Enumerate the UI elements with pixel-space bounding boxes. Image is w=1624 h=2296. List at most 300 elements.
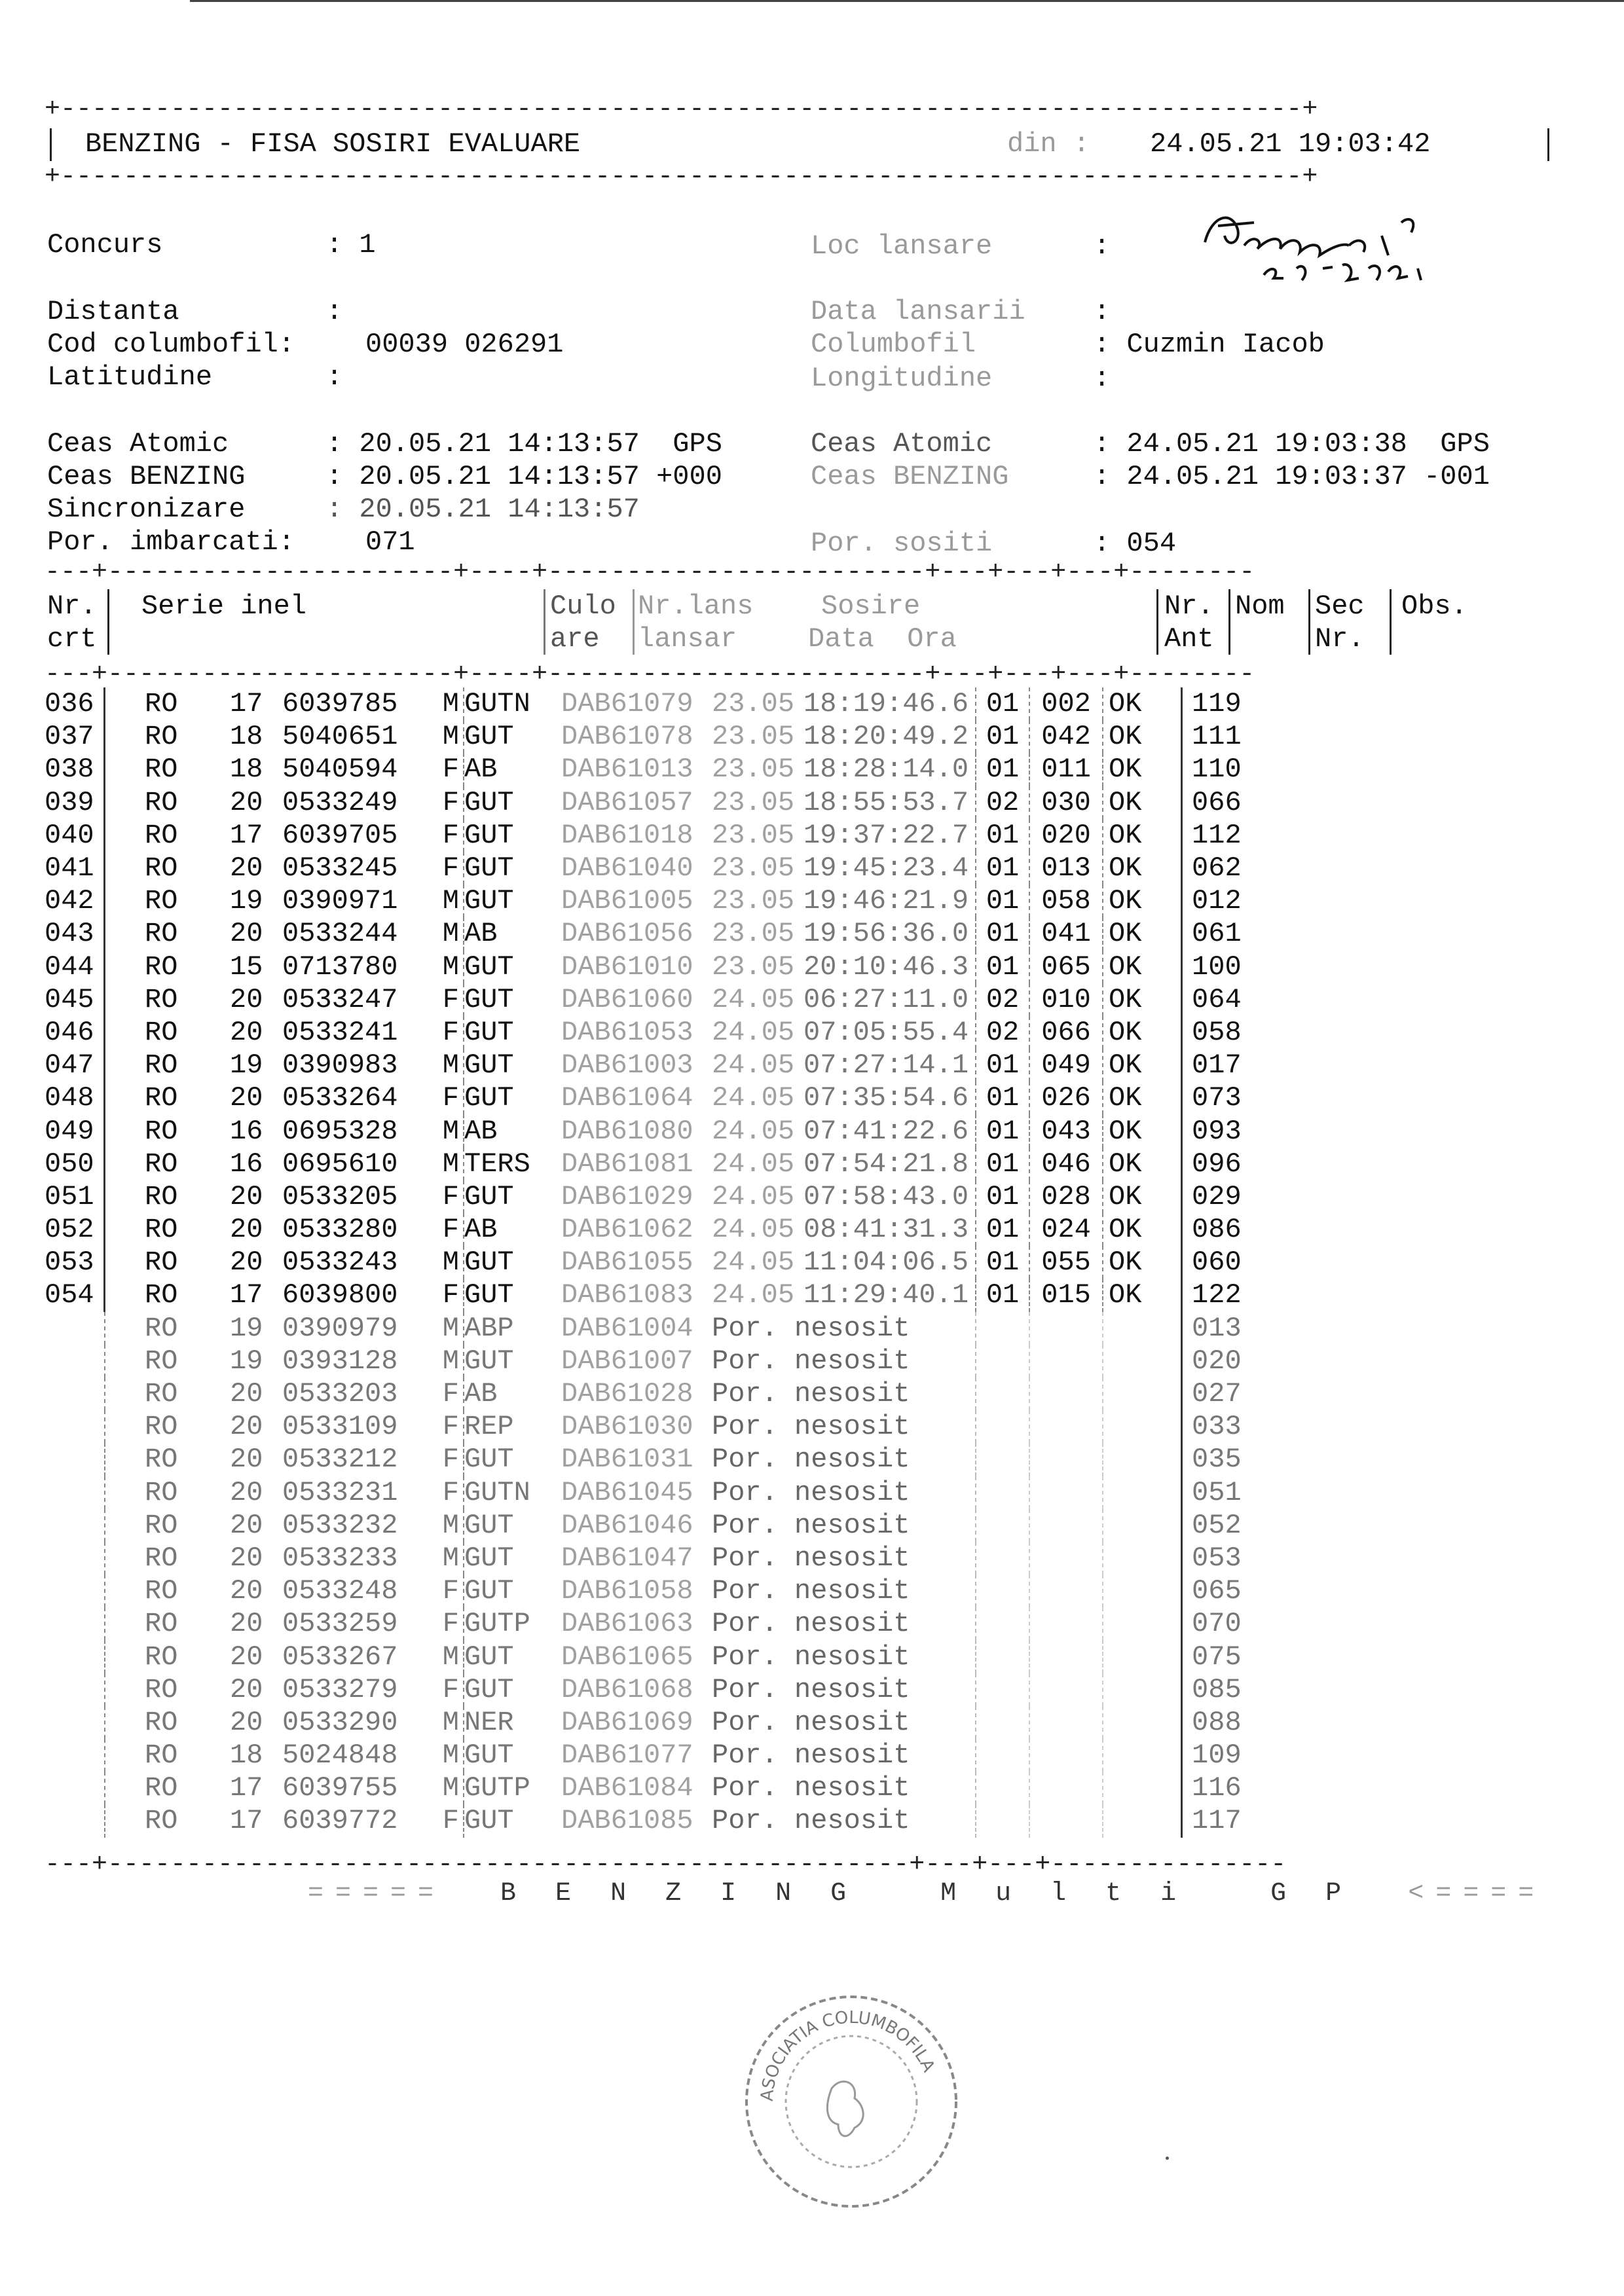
spacer [105,753,145,786]
country-code: RO [145,1740,178,1772]
launch-number: DAB61046 [561,1509,693,1541]
spacer [105,1509,145,1542]
row-number-empty [45,1377,105,1410]
spacer [105,1279,145,1311]
country-code: RO [145,1247,178,1279]
spacer [105,884,145,917]
row-number: 047 [45,1049,105,1082]
observation: 017 [1192,1049,1242,1082]
table-row [45,983,1290,1016]
stamp-text: ASOCIATIA COLUMBOFILA [757,2007,939,2102]
spacer [105,1082,145,1114]
empty [976,1542,1029,1575]
ring-number: 0533248 [282,1575,398,1607]
row-number: 050 [45,1148,105,1180]
empty [976,1804,1029,1837]
ring-year: 20 [230,1641,263,1673]
color: GUT [464,1345,514,1377]
ring-year: 19 [230,1049,263,1082]
empty [1103,1345,1182,1377]
row-number: 045 [45,983,105,1016]
arrival-time: 20:10:46.3 [803,951,976,983]
spacer [105,951,145,983]
header-bottom-rule: +-------------------------------------------------------------------------------+ [45,162,1318,192]
country-code: RO [145,1345,178,1377]
empty [1103,1673,1182,1706]
row-number-empty [45,1312,105,1345]
empty [1103,1706,1182,1739]
sex: F [433,852,464,884]
col-culoare-header: Culo [550,591,616,622]
nom-number: 046 [1029,1148,1103,1180]
not-arrived-status: Por. nesosit [712,1443,976,1476]
observation: 070 [1192,1608,1242,1640]
sex: M [433,687,464,720]
table-row [45,1213,1290,1246]
empty [976,1706,1029,1739]
sincronizare-value: : 20.05.21 14:13:57 [326,494,640,525]
antenna-number: 02 [976,983,1029,1016]
color: AB [464,754,498,786]
launch-number: DAB61018 [561,819,693,851]
footer-left-marks: ===== [308,1879,446,1908]
porumbei-sositi-value: : 054 [1094,528,1177,559]
sex: M [433,1148,464,1180]
empty [1029,1673,1103,1706]
table-row-not-arrived [45,1542,1290,1575]
sex: M [433,1312,464,1345]
not-arrived-status: Por. nesosit [712,1345,976,1377]
ring-year: 20 [230,1411,263,1443]
empty [976,1377,1029,1410]
security-status: OK [1103,1180,1182,1213]
col-divider [1390,589,1392,655]
launch-number: DAB61029 [561,1180,693,1212]
ring-year: 15 [230,951,263,983]
row-number-empty [45,1739,105,1772]
country-code: RO [145,721,178,753]
col-ant-header: Ant [1164,623,1214,655]
empty [1103,1804,1182,1837]
arrival-date: 23.05 [712,688,795,720]
table-row [45,884,1290,917]
security-status: OK [1103,1246,1182,1279]
footer-right-marks: <==== [1408,1879,1546,1908]
nom-number: 055 [1029,1246,1103,1279]
ring-number: 0533109 [282,1411,398,1443]
nom-number: 013 [1029,852,1103,884]
empty [976,1476,1029,1509]
observation: 012 [1192,885,1242,917]
launch-number: DAB61080 [561,1115,693,1147]
not-arrived-status: Por. nesosit [712,1312,976,1345]
table-row [45,852,1290,884]
ceas-benzing-end-value: : 24.05.21 19:03:37 -001 [1094,461,1490,492]
ring-number: 0533245 [282,852,398,884]
launch-number: DAB61069 [561,1706,693,1738]
row-number-empty [45,1509,105,1542]
security-status: OK [1103,786,1182,819]
country-code: RO [145,1476,178,1508]
arrival-date: 24.05 [712,1180,795,1212]
launch-number: DAB61078 [561,721,693,753]
empty [1029,1443,1103,1476]
table-row-not-arrived [45,1345,1290,1377]
observation: 119 [1192,688,1242,720]
not-arrived-status: Por. nesosit [712,1706,976,1739]
concurs-label: Concurs [47,229,163,261]
observation: 020 [1192,1345,1242,1377]
not-arrived-status: Por. nesosit [712,1640,976,1673]
col-divider [1308,589,1310,655]
color: GUT [464,1641,514,1673]
arrival-date: 24.05 [712,1082,795,1114]
observation: 111 [1192,721,1242,753]
spacer [105,1476,145,1509]
not-arrived-status: Por. nesosit [712,1476,976,1509]
col-data-ora-header: Data Ora [808,623,957,655]
security-status: OK [1103,852,1182,884]
table-bottom-rule: ---+---------------------------------------------------+---+---+--------------- [45,1850,1287,1880]
launch-number: DAB61047 [561,1542,693,1574]
ring-year: 19 [230,1312,263,1344]
row-number-empty [45,1410,105,1443]
col-divider [1228,589,1230,655]
table-row [45,1246,1290,1279]
row-number: 053 [45,1246,105,1279]
security-status: OK [1103,720,1182,753]
observation: 085 [1192,1673,1242,1705]
ring-year: 20 [230,1016,263,1048]
empty [1029,1312,1103,1345]
observation: 086 [1192,1214,1242,1246]
antenna-number: 01 [976,1279,1029,1311]
empty [1103,1542,1182,1575]
sex: M [433,917,464,950]
ring-number: 6039785 [282,688,398,720]
nom-number: 026 [1029,1082,1103,1114]
nom-number: 065 [1029,951,1103,983]
club-stamp [733,1984,969,2219]
spacer [105,1706,145,1739]
row-number: 040 [45,819,105,852]
row-number: 048 [45,1082,105,1114]
arrival-date: 24.05 [712,1279,795,1311]
color: TERS [464,1148,530,1180]
spacer [105,1148,145,1180]
arrival-time: 18:28:14.0 [803,753,976,786]
row-number-empty [45,1345,105,1377]
observation: 117 [1192,1805,1242,1837]
observation: 062 [1192,852,1242,884]
ring-year: 20 [230,852,263,884]
ring-year: 17 [230,819,263,851]
sex: M [433,1640,464,1673]
ring-year: 20 [230,1247,263,1279]
row-number-empty [45,1575,105,1607]
table-row [45,917,1290,950]
col-nr-header: Nr. [47,591,97,622]
concurs-value: : 1 [326,229,376,261]
spacer [105,917,145,950]
launch-number: DAB61058 [561,1575,693,1607]
empty [1029,1509,1103,1542]
antenna-number: 01 [976,1180,1029,1213]
empty [976,1739,1029,1772]
sex: F [433,1410,464,1443]
arrival-time: 19:37:22.7 [803,819,976,852]
launch-number: DAB61040 [561,852,693,884]
empty [1029,1377,1103,1410]
ring-number: 5040651 [282,721,398,753]
ring-number: 0713780 [282,951,398,983]
country-code: RO [145,786,178,818]
ring-number: 0533279 [282,1673,398,1705]
spacer [105,1542,145,1575]
spacer [105,819,145,852]
ring-year: 20 [230,1673,263,1705]
country-code: RO [145,1542,178,1574]
country-code: RO [145,1312,178,1344]
col-secnr-header: Nr. [1315,623,1365,655]
row-number: 037 [45,720,105,753]
spacer [105,1575,145,1607]
row-number: 049 [45,1114,105,1147]
latitudine-label: Latitudine [47,361,213,393]
observation: 033 [1192,1411,1242,1443]
not-arrived-status: Por. nesosit [712,1575,976,1607]
country-code: RO [145,1378,178,1410]
arrival-date: 23.05 [712,754,795,786]
observation: 013 [1192,1312,1242,1344]
country-code: RO [145,1279,178,1311]
ring-year: 20 [230,1706,263,1738]
observation: 061 [1192,918,1242,950]
sex: M [433,1114,464,1147]
sex: F [433,983,464,1016]
observation: 122 [1192,1279,1242,1311]
data-lansarii-value: : [1094,296,1111,327]
arrival-time: 19:56:36.0 [803,917,976,950]
color: AB [464,1378,498,1410]
sex: F [433,1673,464,1706]
color: GUT [464,1247,514,1279]
sex: M [433,951,464,983]
sex: F [433,1575,464,1607]
col-divider [1156,589,1158,655]
table-row [45,720,1290,753]
sex: F [433,1476,464,1509]
country-code: RO [145,1608,178,1640]
table-row [45,687,1290,720]
country-code: RO [145,1148,178,1180]
columbofil-label: Columbofil [811,329,976,360]
country-code: RO [145,983,178,1015]
arrivals-table [45,687,1290,1838]
launch-number: DAB61079 [561,688,693,720]
spacer [105,1772,145,1804]
empty [1103,1312,1182,1345]
ring-number: 0533212 [282,1444,398,1476]
launch-number: DAB61028 [561,1378,693,1410]
porumbei-imbarcati-label: Por. imbarcati: [47,526,295,558]
col-lansar-header: lansar [638,623,737,655]
ceas-benzing-start-value: : 20.05.21 14:13:57 +000 [326,461,722,492]
antenna-number: 01 [976,1082,1029,1114]
color: GUT [464,1444,514,1476]
not-arrived-status: Por. nesosit [712,1804,976,1837]
sex: M [433,1509,464,1542]
security-status: OK [1103,983,1182,1016]
launch-number: DAB61065 [561,1641,693,1673]
empty [1103,1739,1182,1772]
color: NER [464,1706,514,1738]
country-code: RO [145,754,178,786]
nom-number: 043 [1029,1114,1103,1147]
ceas-atomic-end-value: : 24.05.21 19:03:38 GPS [1094,428,1490,460]
ring-year: 20 [230,1214,263,1246]
arrival-date: 24.05 [712,1049,795,1082]
country-code: RO [145,1049,178,1082]
launch-number: DAB61081 [561,1148,693,1180]
ceas-benzing-end-label: Ceas BENZING [811,461,1009,492]
security-status: OK [1103,1016,1182,1049]
nom-number: 028 [1029,1180,1103,1213]
table-row-not-arrived [45,1410,1290,1443]
color: GUT [464,951,514,983]
table-row-not-arrived [45,1673,1290,1706]
col-divider [107,589,109,655]
ring-number: 0533205 [282,1180,398,1212]
spacer [105,1673,145,1706]
table-row-not-arrived [45,1772,1290,1804]
country-code: RO [145,1016,178,1048]
launch-number: DAB61057 [561,786,693,818]
not-arrived-status: Por. nesosit [712,1772,976,1804]
report-datetime: 24.05.21 19:03:42 [1150,128,1431,160]
spacer [105,1114,145,1147]
country-code: RO [145,1673,178,1705]
arrival-time: 07:58:43.0 [803,1180,976,1213]
header-right-border [1547,128,1549,161]
sex: M [433,1706,464,1739]
sex: M [433,720,464,753]
nom-number: 020 [1029,819,1103,852]
spacer [105,1377,145,1410]
empty [1029,1772,1103,1804]
launch-number: DAB61085 [561,1805,693,1837]
antenna-number: 01 [976,720,1029,753]
table-row-not-arrived [45,1640,1290,1673]
arrival-date: 23.05 [712,852,795,884]
observation: 110 [1192,754,1242,786]
col-crt-header: crt [47,623,97,655]
nom-number: 002 [1029,687,1103,720]
security-status: OK [1103,917,1182,950]
header-left-border [50,128,52,161]
spacer [105,1180,145,1213]
ring-number: 0533233 [282,1542,398,1574]
table-row [45,1148,1290,1180]
sex: M [433,884,464,917]
ring-number: 6039800 [282,1279,398,1311]
sex: F [433,1213,464,1246]
launch-number: DAB61030 [561,1411,693,1443]
ring-number: 0390983 [282,1049,398,1082]
security-status: OK [1103,884,1182,917]
country-code: RO [145,1180,178,1212]
table-row-not-arrived [45,1575,1290,1607]
country-code: RO [145,1772,178,1804]
empty [1103,1607,1182,1640]
columns-bottom-rule: ---+----------------------+----+------------------------+---+---+---+-------- [45,660,1255,689]
observation: 060 [1192,1247,1242,1279]
empty [1103,1772,1182,1804]
country-code: RO [145,1082,178,1114]
color: GUTP [464,1608,530,1640]
arrival-time: 19:45:23.4 [803,852,976,884]
launch-number: DAB61053 [561,1016,693,1048]
ring-year: 20 [230,1608,263,1640]
observation: 027 [1192,1378,1242,1410]
observation: 073 [1192,1082,1242,1114]
ring-number: 0393128 [282,1345,398,1377]
ceas-atomic-start-label: Ceas Atomic [47,428,229,460]
footer-banner [308,1879,1545,1908]
row-number: 052 [45,1213,105,1246]
color: GUT [464,1016,514,1048]
security-status: OK [1103,687,1182,720]
columns-top-rule: ---+----------------------+----+------------------------+---+---+---+-------- [45,558,1255,587]
row-number-empty [45,1443,105,1476]
spacer [105,1804,145,1837]
launch-number: DAB61003 [561,1049,693,1082]
arrival-time: 07:27:14.1 [803,1049,976,1082]
row-number-empty [45,1476,105,1509]
data-lansarii-label: Data lansarii [811,296,1025,327]
launch-number: DAB61010 [561,951,693,983]
country-code: RO [145,1706,178,1738]
porumbei-imbarcati-value: 071 [365,526,415,558]
col-serie-header: Serie inel [141,591,307,622]
table-row-not-arrived [45,1377,1290,1410]
table-row [45,1114,1290,1147]
ring-number: 0390971 [282,885,398,917]
footer-brand: B E N Z I N G M u l t i G P [500,1879,1354,1908]
launch-number: DAB61013 [561,754,693,786]
arrival-date: 23.05 [712,819,795,851]
launch-number: DAB61063 [561,1608,693,1640]
arrival-date: 23.05 [712,786,795,818]
security-status: OK [1103,1082,1182,1114]
ring-year: 20 [230,1378,263,1410]
observation: 088 [1192,1706,1242,1738]
ring-number: 0533259 [282,1608,398,1640]
empty [1103,1410,1182,1443]
arrival-date: 23.05 [712,885,795,917]
spacer [105,1246,145,1279]
antenna-number: 01 [976,917,1029,950]
empty [1103,1476,1182,1509]
empty [1103,1443,1182,1476]
table-row [45,1082,1290,1114]
country-code: RO [145,852,178,884]
launch-number: DAB61004 [561,1312,693,1344]
launch-number: DAB61045 [561,1476,693,1508]
color: AB [464,1115,498,1147]
color: AB [464,918,498,950]
country-code: RO [145,1805,178,1837]
